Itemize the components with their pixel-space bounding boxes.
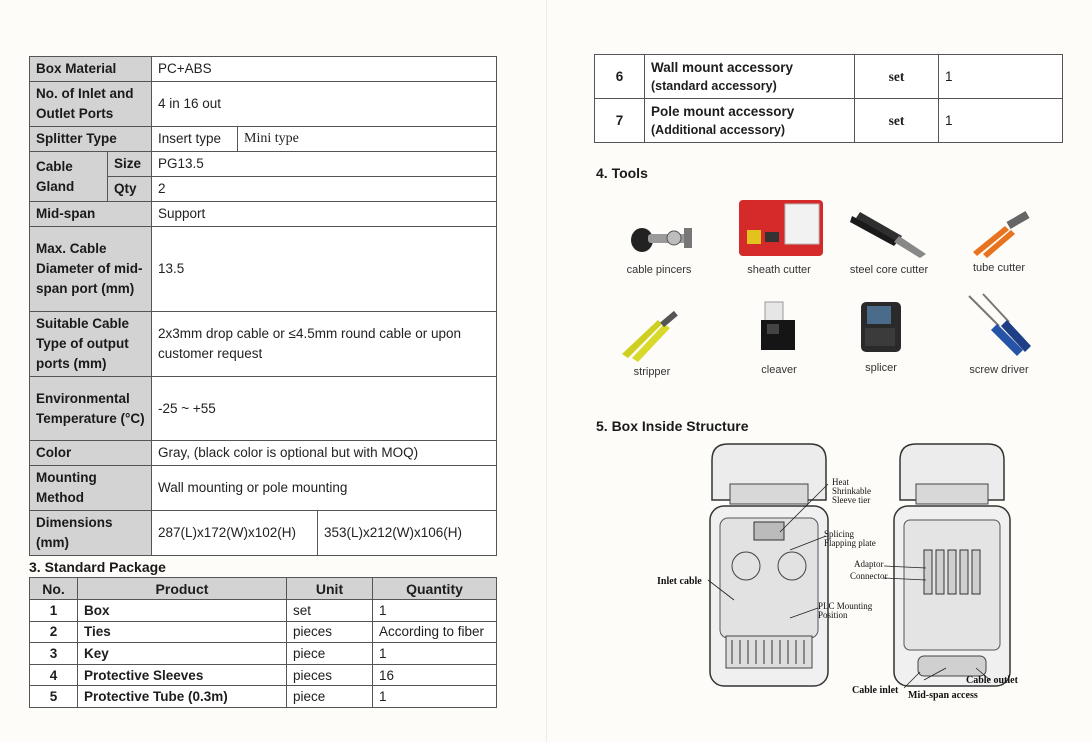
table-row: [30, 643, 497, 665]
callout-plc-mounting: [818, 602, 872, 620]
section-title-package: 3. Standard Package: [29, 559, 166, 575]
spec-label: Splitter Type: [30, 127, 152, 152]
cell-qty: 1: [939, 55, 1063, 99]
spec-value: -25 ~ +55: [152, 377, 497, 441]
cell-qty: 1: [373, 643, 497, 665]
package-header-product: Product: [78, 578, 287, 600]
spec-value: Wall mounting or pole mounting: [152, 466, 497, 511]
spec-table: [29, 56, 497, 556]
spec-value: 13.5: [152, 227, 497, 312]
table-row: [30, 686, 497, 708]
section-title-structure: 5. Box Inside Structure: [596, 418, 749, 434]
spec-row-max-diameter: [30, 227, 497, 312]
tool-caption: steel core cutter: [849, 264, 929, 276]
cell-no: 5: [30, 686, 78, 708]
cell-no: 3: [30, 643, 78, 665]
cell-no: 6: [595, 55, 645, 99]
cell-product: [645, 99, 855, 143]
cell-product: Ties: [78, 621, 287, 643]
table-row: [595, 55, 1063, 99]
cable-pincers-icon: [614, 212, 704, 262]
package-header-quantity: Quantity: [373, 578, 497, 600]
spec-row-suitable-cable: [30, 312, 497, 377]
spec-label: Box Material: [30, 57, 152, 82]
table-row: [595, 99, 1063, 143]
callout-midspan-access: Mid-span access: [908, 690, 978, 701]
callout-connector: Connector: [850, 571, 888, 581]
cell-product: Protective Tube (0.3m): [78, 686, 287, 708]
cleaver-icon: [749, 298, 809, 362]
table-row: [30, 600, 497, 622]
steel-core-cutter-icon: [844, 206, 934, 262]
screw-driver-icon: [959, 290, 1039, 362]
callout-cable-outlet: Cable outlet: [966, 675, 1018, 686]
tool-item: [834, 206, 944, 276]
spec-row-mounting: [30, 466, 497, 511]
package-table: [29, 577, 497, 708]
box-structure-diagram: [650, 440, 1060, 710]
spec-label: Max. Cable Diameter of mid-span port (mm): [30, 227, 152, 312]
tool-caption: sheath cutter: [747, 264, 811, 276]
cell-qty: 16: [373, 664, 497, 686]
spec-row-material: [30, 57, 497, 82]
cell-unit: set: [855, 55, 939, 99]
package-header-unit: Unit: [287, 578, 373, 600]
cell-product: Protective Sleeves: [78, 664, 287, 686]
stripper-icon: [612, 308, 692, 364]
spec-sub-label: Size: [108, 152, 152, 177]
callout-line: PLC Mounting: [818, 601, 873, 611]
callout-line: Position: [818, 610, 848, 620]
callout-heat-sleeve: [832, 478, 871, 505]
spec-value: 353(L)x212(W)x106(H): [318, 511, 497, 556]
callout-adaptor: Adaptor: [854, 559, 884, 569]
spec-value: Insert type: [152, 127, 238, 152]
tool-item: [724, 298, 834, 376]
cell-unit: pieces: [287, 664, 373, 686]
spec-label: Color: [30, 441, 152, 466]
cell-qty: According to fiber: [373, 621, 497, 643]
cell-no: 1: [30, 600, 78, 622]
spec-label: Suitable Cable Type of output ports (mm): [30, 312, 152, 377]
spec-label: No. of Inlet and Outlet Ports: [30, 82, 152, 127]
spec-row-gland-size: [30, 152, 497, 177]
spec-value: Support: [152, 202, 497, 227]
spec-value: PC+ABS: [152, 57, 497, 82]
spec-row-env-temp: [30, 377, 497, 441]
splicer-icon: [851, 296, 911, 360]
tool-caption: cable pincers: [626, 264, 692, 276]
cell-no: 7: [595, 99, 645, 143]
cell-qty: 1: [373, 600, 497, 622]
cell-no: 2: [30, 621, 78, 643]
spec-value: 2x3mm drop cable or ≤4.5mm round cable or upon customer request: [152, 312, 497, 377]
spec-value: Gray, (black color is optional but with MOQ): [152, 441, 497, 466]
table-row: [30, 664, 497, 686]
callout-line: Heat: [832, 477, 849, 487]
cell-product: Box: [78, 600, 287, 622]
spec-row-dimensions: [30, 511, 497, 556]
cell-product: [645, 55, 855, 99]
cell-unit: pieces: [287, 621, 373, 643]
tool-item: [724, 192, 834, 276]
spec-row-color: [30, 441, 497, 466]
table-row: [30, 621, 497, 643]
cell-qty: 1: [939, 99, 1063, 143]
spec-value: PG13.5: [152, 152, 497, 177]
product-line: Pole mount accessory: [651, 103, 795, 119]
spec-label: Mid-span: [30, 202, 152, 227]
tool-caption: screw driver: [969, 364, 1029, 376]
callout-line: Shrinkable: [832, 486, 871, 496]
tool-item: [604, 212, 714, 276]
spec-row-ports: [30, 82, 497, 127]
product-line: Wall mount accessory: [651, 59, 794, 75]
product-line: (standard accessory): [651, 78, 777, 93]
spec-row-splitter: [30, 127, 497, 152]
sheath-cutter-icon: [729, 192, 829, 262]
spec-value: Mini type: [238, 127, 497, 152]
spec-sub-label: Qty: [108, 177, 152, 202]
spec-label: Cable Gland: [30, 152, 108, 202]
spec-value: 4 in 16 out: [152, 82, 497, 127]
tool-caption: splicer: [865, 362, 897, 374]
cell-unit: set: [855, 99, 939, 143]
cell-unit: piece: [287, 643, 373, 665]
tool-item: [944, 208, 1054, 274]
tool-caption: cleaver: [761, 364, 797, 376]
cell-product: Key: [78, 643, 287, 665]
callout-inlet-cable: Inlet cable: [657, 576, 702, 587]
product-line: (Additional accessory): [651, 122, 786, 137]
tool-item: [597, 308, 707, 378]
spec-label: Environmental Temperature (°C): [30, 377, 152, 441]
cell-no: 4: [30, 664, 78, 686]
package-header-row: [30, 578, 497, 600]
callout-line: Sleeve tier: [832, 495, 871, 505]
tube-cutter-icon: [959, 208, 1039, 260]
spec-value: 287(L)x172(W)x102(H): [152, 511, 318, 556]
package-header-no: No.: [30, 578, 78, 600]
tool-item: [826, 296, 936, 374]
cell-unit: set: [287, 600, 373, 622]
spec-value: 2: [152, 177, 497, 202]
tool-caption: stripper: [633, 366, 671, 378]
tool-item: [944, 290, 1054, 376]
cell-qty: 1: [373, 686, 497, 708]
section-title-tools: 4. Tools: [596, 165, 648, 181]
spec-row-midspan: [30, 202, 497, 227]
callout-splicing-plate: [824, 530, 876, 548]
spec-label: Dimensions (mm): [30, 511, 152, 556]
spec-label: Mounting Method: [30, 466, 152, 511]
accessory-table: [594, 54, 1063, 143]
callout-line: Flapping plate: [824, 538, 876, 548]
callout-cable-inlet: Cable inlet: [852, 685, 899, 696]
callout-line: Splicing: [824, 529, 855, 539]
tool-caption: tube cutter: [973, 262, 1025, 274]
cell-unit: piece: [287, 686, 373, 708]
